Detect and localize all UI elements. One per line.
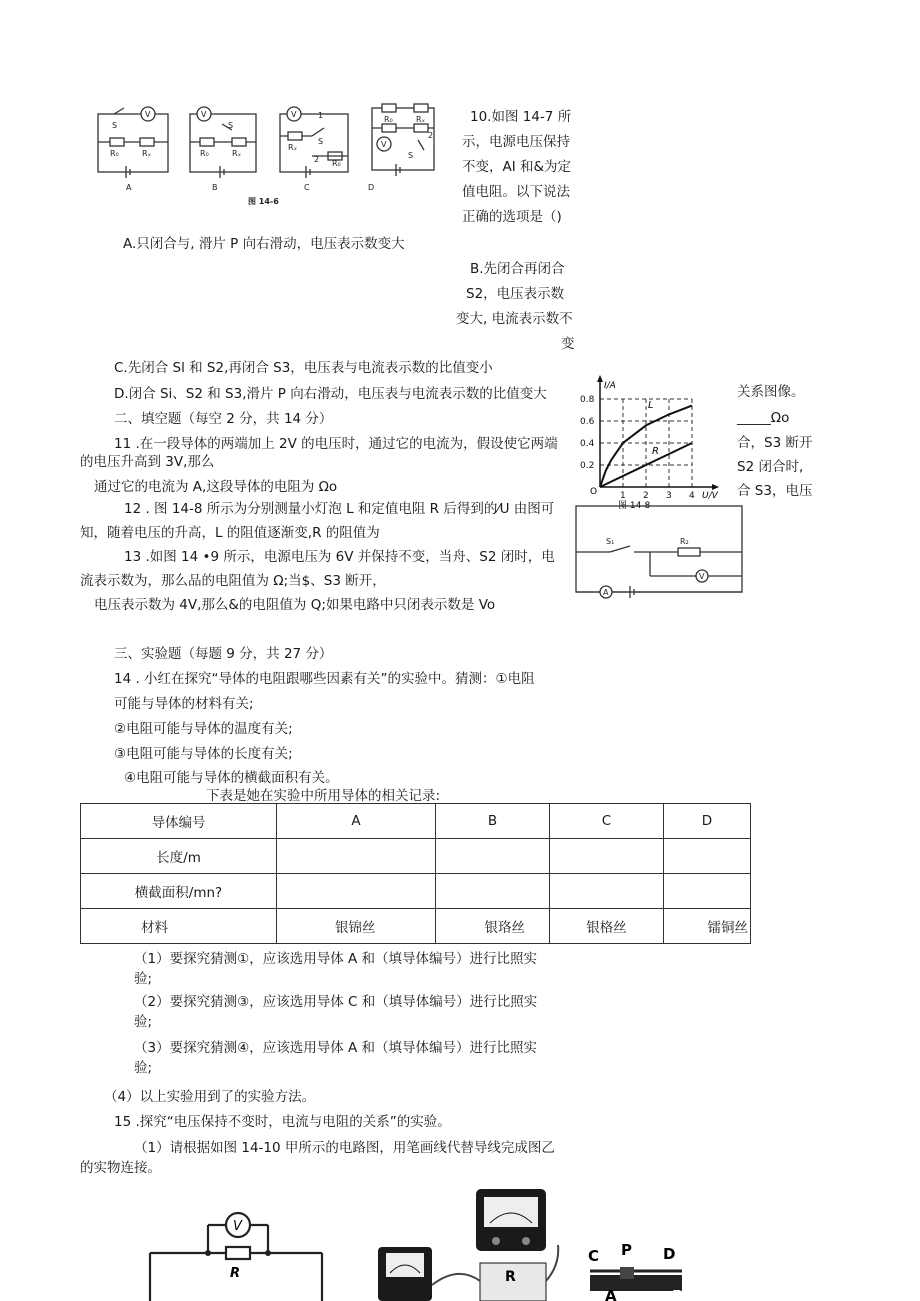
q14-subquestion: 验; — [134, 1014, 153, 1030]
x-tick-label: 3 — [666, 491, 672, 501]
resistor-label-rx: Rₓ — [288, 143, 298, 152]
switch-position-1: 1 — [318, 111, 324, 120]
table-cell: A — [277, 804, 436, 839]
q14-subquestion: （1）要探究猜测①，应该选用导体 A 和（填导体编号）进行比照实 — [134, 951, 538, 967]
q14-subquestion: （4）以上实验用到了的实验方法。 — [104, 1089, 316, 1105]
voltmeter-label: V — [699, 572, 705, 581]
switch-position-2: 2 — [428, 131, 434, 140]
y-tick-label: 0.6 — [580, 417, 595, 427]
x-tick-label: 2 — [643, 491, 649, 501]
table-cell — [550, 839, 664, 874]
resistor-label: R — [230, 1266, 241, 1281]
figure-caption: 图 14-8 — [618, 501, 651, 511]
table-cell — [277, 874, 436, 909]
figure-14-8-chart — [578, 372, 728, 512]
q15-line: （1）请根据如图 14-10 甲所示的电路图，用笔画线代替导线完成图乙 — [134, 1140, 555, 1156]
q15-line: 15 .探究“电压保持不变时，电流与电阻的关系”的实验。 — [114, 1114, 451, 1130]
wire — [432, 1274, 480, 1285]
meter-left — [378, 1247, 432, 1301]
q10-option-b: 变大, 电流表示数不 — [456, 311, 573, 327]
q10-stem-line: 不变，AI 和&为定 — [462, 159, 572, 175]
q13-line: 电压表示数为 4V,那么&的电阻值为 Q;如果电路中只闭表示数是 Vo — [94, 597, 496, 613]
figure-caption: 图 14-6 — [248, 197, 279, 206]
figure-14-9 — [570, 500, 750, 604]
q11-line: 的电压升高到 3V,那么 — [80, 454, 215, 470]
y-tick-label: 0.4 — [580, 439, 595, 449]
x-axis-label: U/V — [702, 491, 718, 501]
table-row — [81, 909, 751, 944]
margin-text: 合 S3，电压 — [737, 483, 813, 499]
wire — [546, 1245, 558, 1281]
table-row — [81, 874, 751, 909]
rheostat-slider-p: P — [621, 1241, 632, 1259]
q12-line: 12 . 图 14-8 所示为分别测量小灯泡 L 和定值电阻 R 后得到的⁄U 由图可 — [124, 501, 555, 517]
ammeter-label: A — [603, 588, 609, 597]
figure-14-10 — [140, 1185, 700, 1301]
table-row — [81, 804, 751, 839]
table-cell: B — [436, 804, 550, 839]
table-cell — [436, 839, 550, 874]
q14-subquestion: （2）要探究猜测③，应该选用导体 C 和（填导体编号）进行比照实 — [134, 994, 538, 1010]
switch-label: S — [408, 151, 414, 160]
junction-dot — [265, 1250, 271, 1256]
margin-text: 合，S3 断开 — [737, 435, 813, 451]
q12-line: 知，随着电压的升高，L 的阻值逐渐变,R 的阻值为 — [80, 525, 380, 541]
q14-subquestion: 验; — [134, 1060, 153, 1076]
y-axis-arrow — [597, 375, 603, 382]
rheostat-terminal-b: B — [672, 1287, 684, 1301]
rheostat-terminal-d: D — [663, 1245, 676, 1263]
voltmeter-label: V — [291, 110, 297, 119]
switch-label: S — [318, 137, 324, 146]
panel-label-b: B — [212, 183, 218, 192]
y-axis-label: I/A — [604, 381, 616, 391]
q14-subquestion: 验; — [134, 971, 153, 987]
resistor-label-rx: Rₓ — [416, 115, 426, 124]
resistor-block-label: R — [505, 1269, 516, 1285]
table-cell — [277, 839, 436, 874]
margin-text: 关系图像。 — [737, 384, 805, 400]
q14-line: ②电阻可能与导体的温度有关; — [114, 721, 293, 737]
q10-option-b: S2，电压表示数 — [466, 286, 565, 302]
table-cell: 材料 — [81, 909, 277, 944]
x-tick-label: 4 — [689, 491, 695, 501]
meter-right — [476, 1189, 546, 1251]
voltmeter-label: V — [381, 140, 387, 149]
voltmeter-label: V — [145, 110, 151, 119]
panel-label-d: D — [368, 183, 375, 192]
table-cell: 横截面积/mn? — [81, 874, 277, 909]
q11-line: 通过它的电流为 A,这段导体的电阻为 Ωo — [94, 479, 338, 495]
switch-label: S — [228, 121, 234, 130]
resistor-label-rx: Rₓ — [142, 149, 152, 158]
table-cell: 银锦丝 — [277, 909, 436, 944]
switch-label: S — [112, 121, 118, 130]
series-r-label: R — [652, 446, 659, 457]
q10-option-d: D.闭合 Si、S2 和 S3,滑片 P 向右滑动，电压表与电流表示数的比值变大 — [114, 386, 547, 402]
conductor-record-table — [80, 803, 751, 944]
q10-stem-line: 示，电源电压保持 — [462, 134, 570, 150]
resistor-label-r0: R₀ — [200, 149, 209, 158]
q13-line: 13 .如图 14 •9 所示，电源电压为 6V 并保持不变，当舟、S2 闭时，电 — [124, 549, 555, 565]
q15-line: 的实物连接。 — [80, 1160, 161, 1176]
resistor-label-r0: R₀ — [384, 115, 393, 124]
q11-line: 11 .在一段导体的两端加上 2V 的电压时，通过它的电流为，假设使它两端 — [114, 436, 558, 452]
q10-stem-line: 值电阻。以下说法 — [462, 184, 570, 200]
section-heading: 二、填空题（每空 2 分，共 14 分） — [114, 411, 333, 427]
table-cell: D — [664, 804, 751, 839]
figure-14-6 — [92, 96, 452, 208]
table-cell: 银格丝 — [550, 909, 664, 944]
series-l-curve — [600, 406, 692, 487]
table-cell — [664, 839, 751, 874]
table-cell: 银珞丝 — [436, 909, 550, 944]
voltmeter-label: V — [201, 110, 207, 119]
table-cell — [550, 874, 664, 909]
margin-text: S2 闭合时, — [737, 459, 804, 475]
rheostat-terminal-a: A — [605, 1287, 617, 1301]
table-intro: 下表是她在实验中所用导体的相关记录: — [206, 788, 441, 804]
q10-option-b: B.先闭合再闭合 — [470, 261, 565, 277]
q14-line: ④电阻可能与导体的横截面积有关。 — [124, 770, 339, 786]
section-heading: 三、实验题（每题 9 分，共 27 分） — [114, 646, 333, 662]
q14-line: 可能与导体的材料有关; — [114, 696, 254, 712]
sliding-rheostat — [590, 1267, 682, 1291]
table-cell: 长度/m — [81, 839, 277, 874]
resistor-r2-label: R₂ — [680, 537, 689, 546]
margin-text: _____Ωo — [737, 410, 790, 426]
resistor-label-rx: Rₓ — [232, 149, 242, 158]
table-cell — [436, 874, 550, 909]
resistor-label-r0: R₀ — [110, 149, 119, 158]
table-row — [81, 839, 751, 874]
q10-option-b: 变 — [561, 336, 575, 352]
q10-stem-line: 正确的选项是（) — [462, 209, 562, 225]
x-axis-arrow — [712, 484, 719, 490]
table-cell: 导体编号 — [81, 804, 277, 839]
table-cell — [664, 874, 751, 909]
series-l-label: L — [648, 400, 654, 411]
origin-label: O — [590, 487, 598, 497]
panel-label-c: C — [304, 183, 310, 192]
switch-s1-label: S₁ — [606, 537, 615, 546]
junction-dot — [205, 1250, 211, 1256]
panel-label-a: A — [126, 183, 132, 192]
rheostat-terminal-c: C — [588, 1247, 600, 1265]
x-tick-label: 1 — [620, 491, 626, 501]
switch-position-2: 2 — [314, 155, 320, 164]
q10-option-c: C.先闭合 Sl 和 S2,再闭合 S3，电压表与电流表示数的比值变小 — [114, 360, 493, 376]
q14-line: 14 . 小红在探究“导体的电阻跟哪些因素有关”的实验中。猜测：①电阻 — [114, 671, 535, 687]
voltmeter-label: V — [233, 1219, 242, 1234]
y-tick-label: 0.8 — [580, 395, 595, 405]
q14-subquestion: （3）要探究猜测④，应该选用导体 A 和（填导体编号）进行比照实 — [134, 1040, 538, 1056]
q14-line: ③电阻可能与导体的长度有关; — [114, 746, 293, 762]
y-tick-label: 0.2 — [580, 461, 595, 471]
resistor-label-r0: R₀ — [332, 159, 341, 168]
q13-line: 流表示数为，那么品的电阻值为 Ω;当$、S3 断开， — [80, 573, 386, 589]
q10-stem-line: 10.如图 14-7 所 — [470, 109, 572, 125]
table-cell: 镭铜丝 — [664, 909, 751, 944]
q10-option-a: A.只闭合与, 滑片 P 向右滑动，电压表示数变大 — [123, 236, 405, 252]
table-cell: C — [550, 804, 664, 839]
